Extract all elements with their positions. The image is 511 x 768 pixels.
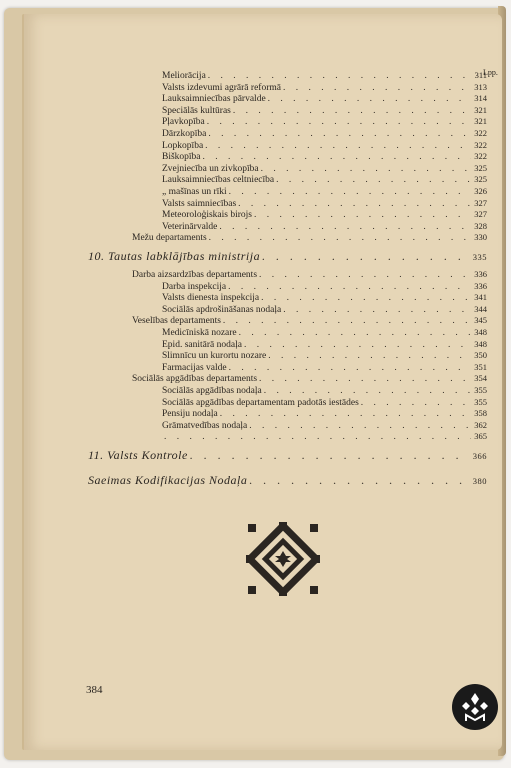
toc-leader-dots bbox=[361, 398, 471, 408]
toc-entry-page: 348 bbox=[474, 338, 487, 349]
toc-entry-page: 326 bbox=[474, 186, 487, 196]
toc-entry bbox=[162, 128, 487, 139]
toc-entry-page: 325 bbox=[474, 174, 487, 185]
toc-entry-page: 354 bbox=[474, 373, 487, 384]
toc-entry bbox=[132, 373, 487, 384]
toc-entry-title: Darba inspekcija bbox=[162, 281, 227, 292]
toc-leader-dots bbox=[190, 448, 470, 463]
toc-entry-title: Darba aizsardzības departaments bbox=[132, 270, 258, 280]
toc-entry bbox=[162, 116, 487, 127]
toc-entry bbox=[162, 70, 487, 81]
toc-entry-page: 322 bbox=[474, 139, 487, 150]
toc-entry-page: 335 bbox=[472, 252, 487, 262]
toc-entry-title: Mežu departaments bbox=[132, 233, 207, 244]
toc-entry bbox=[162, 339, 487, 350]
toc-entry-title: Valsts izdevumi agrārā reformā bbox=[162, 82, 281, 93]
toc-entry-page: 365 bbox=[474, 431, 487, 442]
toc-entry bbox=[162, 304, 487, 315]
toc-entry bbox=[162, 140, 487, 151]
toc-leader-dots bbox=[268, 351, 471, 361]
toc-leader-dots bbox=[208, 129, 471, 139]
toc-entry bbox=[162, 93, 487, 104]
toc-leader-dots bbox=[228, 282, 471, 292]
toc-leader-dots bbox=[249, 473, 469, 488]
toc-leader-dots bbox=[276, 175, 471, 185]
toc-entry-page: 336 bbox=[474, 269, 487, 279]
toc-entry-title: Pļavkopība bbox=[162, 117, 205, 128]
toc-entry-title: Sociālās apgādības departamentam padotās iestādes bbox=[162, 397, 359, 408]
toc-entry bbox=[162, 327, 487, 338]
toc-entry-title: Veterinārvalde bbox=[162, 221, 218, 232]
toc-leader-dots bbox=[209, 233, 472, 243]
toc-entry bbox=[162, 362, 487, 373]
toc-entry bbox=[132, 232, 487, 243]
toc-entry-page: 345 bbox=[474, 315, 487, 326]
toc-entry bbox=[162, 186, 487, 197]
toc-entry-title: 10. Tautas labklājības ministrija bbox=[88, 249, 261, 263]
toc-entry-page: 336 bbox=[474, 280, 487, 291]
toc-leader-dots bbox=[220, 409, 472, 419]
toc-leader-dots bbox=[205, 141, 471, 151]
toc-entry-title: Valsts saimniecības bbox=[162, 198, 237, 209]
toc-entry-page: 366 bbox=[472, 451, 487, 461]
toc-section-heading bbox=[88, 448, 487, 463]
toc-entry bbox=[162, 431, 487, 442]
toc-entry-page: 330 bbox=[474, 232, 487, 243]
toc-section-heading bbox=[88, 473, 487, 488]
toc-leader-dots bbox=[203, 152, 472, 162]
toc-leader-dots bbox=[164, 432, 471, 442]
toc-entry-page: 328 bbox=[474, 220, 487, 231]
publisher-logo bbox=[452, 684, 498, 730]
toc-leader-dots bbox=[238, 199, 471, 209]
toc-entry-page: 327 bbox=[474, 197, 487, 208]
toc-entry-page: 314 bbox=[474, 93, 487, 104]
toc-entry bbox=[162, 385, 487, 396]
toc-entry-page: 341 bbox=[474, 292, 487, 303]
pages-column-label: Lpp. bbox=[483, 68, 498, 77]
toc-entry-page: 322 bbox=[474, 151, 487, 162]
toc-entry-title: Sociālās apgādības departaments bbox=[132, 374, 258, 385]
folk-ornament-icon bbox=[246, 522, 320, 596]
toc-entry-page: 313 bbox=[474, 81, 487, 92]
page-number: 384 bbox=[86, 684, 103, 696]
toc-entry bbox=[162, 350, 487, 361]
toc-entry-title: Zvejniecība un zivkopība bbox=[162, 163, 259, 174]
toc-leader-dots bbox=[223, 316, 471, 326]
toc-entry-title: Epid. sanitārā nodaļa bbox=[162, 339, 242, 350]
toc-entry-page: 355 bbox=[474, 396, 487, 407]
toc-entry-title: Farmacijas valde bbox=[162, 362, 227, 373]
toc-entry-title: Medicīniskā nozare bbox=[162, 328, 237, 338]
toc-entry-page: 327 bbox=[474, 209, 487, 220]
toc-entry-title: Lauksaimniecības celtniecība bbox=[162, 175, 275, 186]
toc-leader-dots bbox=[283, 305, 471, 315]
toc-entry-title: Meliorācija bbox=[162, 71, 206, 81]
toc-leader-dots bbox=[249, 421, 471, 431]
toc-leader-dots bbox=[264, 386, 472, 396]
toc-entry-title: Saeimas Kodifikacijas Nodaļa bbox=[88, 473, 248, 487]
toc-entry-page: 355 bbox=[474, 385, 487, 395]
toc-entry-page: 348 bbox=[474, 327, 487, 337]
toc-entry-title: Lopkopība bbox=[162, 140, 204, 151]
toc-entry-title: Meteoroloģiskais birojs bbox=[162, 210, 252, 221]
toc-entry-page: 311 bbox=[474, 70, 487, 80]
toc-leader-dots bbox=[239, 328, 472, 338]
toc-entry bbox=[162, 105, 487, 116]
toc-entry-page: 321 bbox=[474, 104, 487, 115]
toc-leader-dots bbox=[261, 164, 472, 174]
toc-entry bbox=[162, 82, 487, 93]
toc-entry-title: Biškopība bbox=[162, 152, 201, 163]
toc-entry bbox=[162, 174, 487, 185]
toc-entry-page: 362 bbox=[474, 419, 487, 430]
toc-entry-page: 325 bbox=[474, 162, 487, 173]
toc-leader-dots bbox=[268, 94, 472, 104]
toc-entry-page: 351 bbox=[474, 361, 487, 372]
toc-entry-page: 344 bbox=[474, 303, 487, 314]
toc-leader-dots bbox=[233, 106, 471, 116]
toc-leader-dots bbox=[259, 374, 471, 384]
toc-entry bbox=[162, 209, 487, 220]
toc-entry bbox=[162, 408, 487, 419]
toc-leader-dots bbox=[262, 249, 470, 264]
toc-entry bbox=[162, 397, 487, 408]
toc-entry bbox=[162, 420, 487, 431]
toc-leader-dots bbox=[259, 270, 471, 280]
logo-icon bbox=[460, 691, 490, 723]
toc-entry-page: 350 bbox=[474, 350, 487, 361]
toc-entry bbox=[162, 281, 487, 292]
toc-leader-dots bbox=[229, 187, 472, 197]
toc-entry-title: Sociālās apdrošināšanas nodaļa bbox=[162, 304, 282, 315]
toc-leader-dots bbox=[219, 222, 471, 232]
toc-entry-title: Pensiju nodaļa bbox=[162, 409, 218, 420]
toc-entry-title: Dārzkopība bbox=[162, 129, 207, 139]
toc-entry-title: Grāmatvedības nodaļa bbox=[162, 420, 248, 431]
toc-entry-title: Slimnīcu un kurortu nozare bbox=[162, 351, 267, 362]
toc-entry bbox=[162, 198, 487, 209]
toc-entry bbox=[132, 269, 487, 280]
toc-leader-dots bbox=[244, 340, 471, 350]
toc-entry bbox=[162, 151, 487, 162]
toc-leader-dots bbox=[207, 117, 472, 127]
toc-entry-title: Sociālās apgādības nodaļa bbox=[162, 386, 262, 396]
toc-entry bbox=[162, 163, 487, 174]
toc-entry-title: 11. Valsts Kontrole bbox=[88, 448, 188, 462]
toc-leader-dots bbox=[254, 210, 471, 220]
toc-entry-title: Valsts dienesta inspekcija bbox=[162, 293, 260, 304]
toc-entry-page: 321 bbox=[474, 116, 487, 127]
toc-leader-dots bbox=[261, 293, 471, 303]
toc-entry-page: 358 bbox=[474, 408, 487, 419]
toc-leader-dots bbox=[229, 363, 472, 373]
toc-entry-title: „ mašīnas un rīki bbox=[162, 187, 227, 197]
toc-entry-title: Lauksaimniecības pārvalde bbox=[162, 94, 266, 105]
toc-entry-page: 322 bbox=[474, 128, 487, 138]
toc-entry bbox=[132, 315, 487, 326]
toc-leader-dots bbox=[208, 71, 472, 81]
toc-leader-dots bbox=[283, 83, 471, 93]
toc-entry bbox=[162, 221, 487, 232]
toc-entry bbox=[162, 292, 487, 303]
toc-entry-title: Speciālās kultūras bbox=[162, 105, 231, 116]
toc-entry-page: 380 bbox=[472, 476, 487, 486]
toc-entry-title: Veselības departaments bbox=[132, 316, 221, 327]
toc-section-heading bbox=[88, 249, 487, 264]
